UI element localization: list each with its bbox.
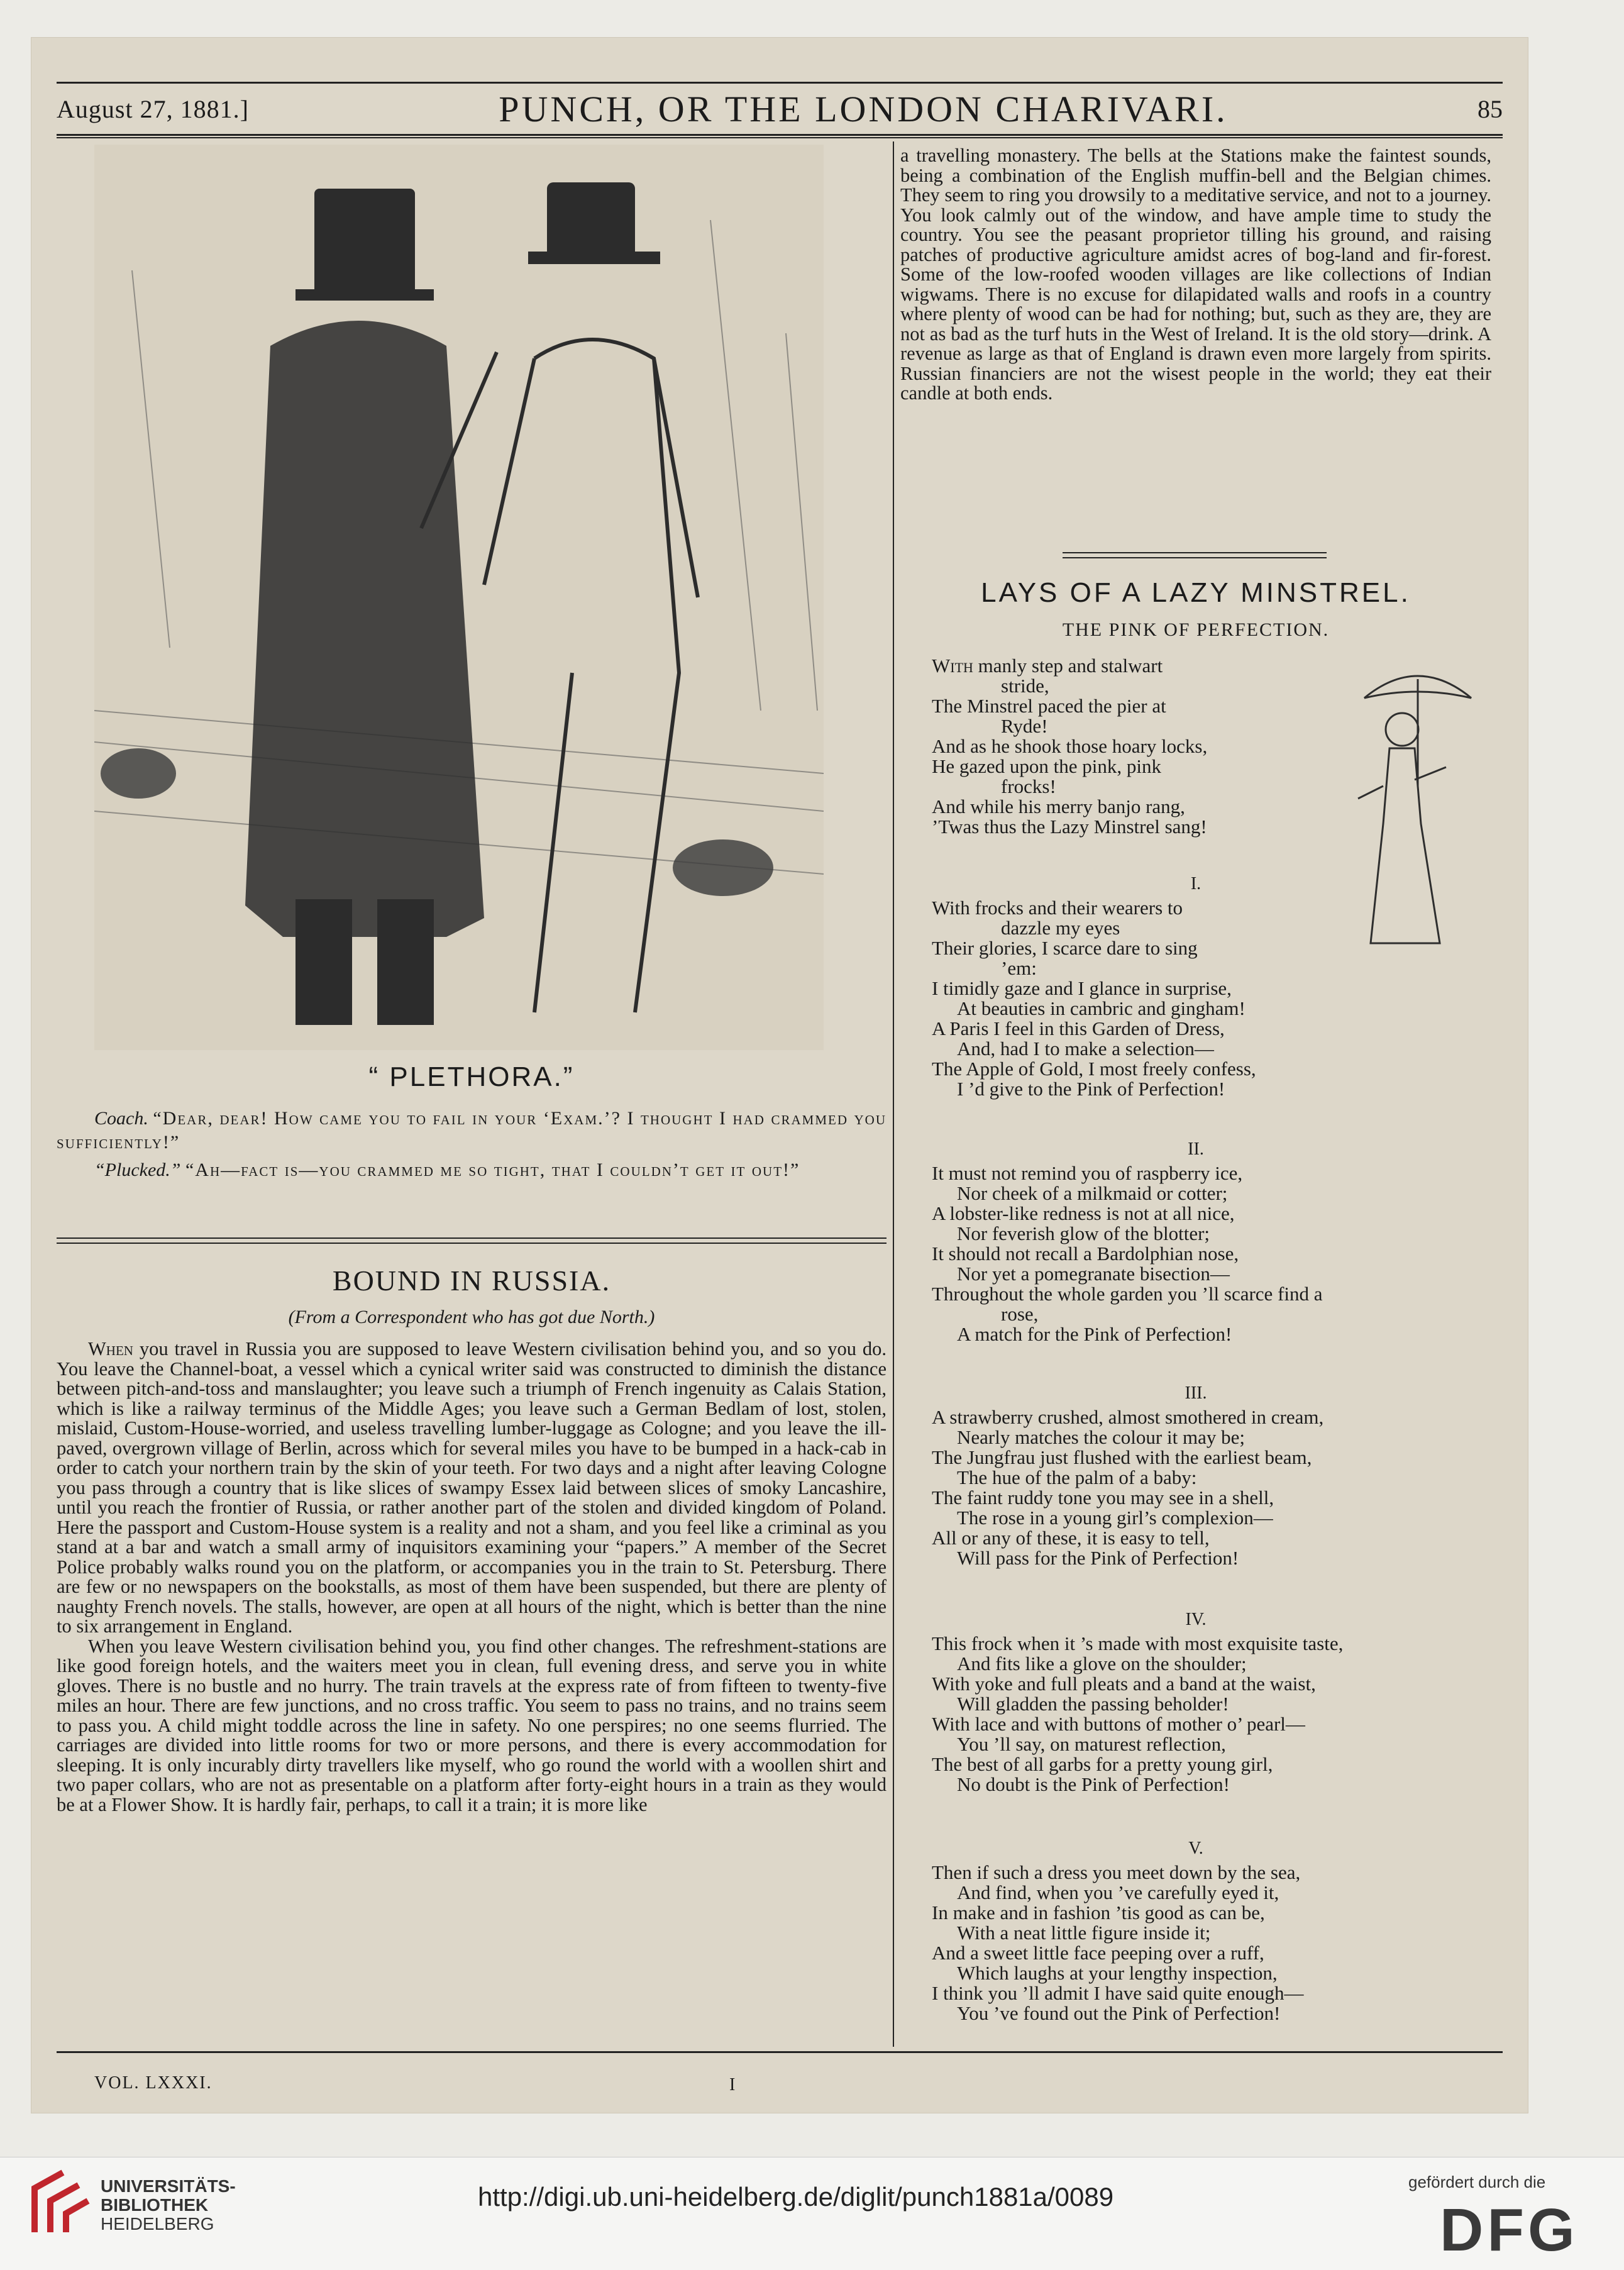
poem-stanza-1 (932, 898, 1485, 1099)
page-number: 85 (1478, 94, 1503, 123)
poem-title: LAYS OF A LAZY MINSTREL. (981, 577, 1411, 608)
poem-stanza-4 (932, 1634, 1491, 1795)
caption-line-plucked: “Ah—fact is—you crammed me so tight, that I couldn’t get it out!” (185, 1160, 800, 1180)
verse-line: At beauties in cambric and gingham! (957, 997, 1246, 1019)
verse-line: manly step and stalwart (978, 655, 1163, 677)
verse-line: ’em: (1001, 957, 1037, 979)
verse-line: A match for the Pink of Perfection! (957, 1323, 1232, 1345)
verse-line: The faint ruddy tone you may see in a shell, (932, 1487, 1274, 1509)
verse-line: Then if such a dress you meet down by the sea, (932, 1861, 1301, 1883)
cartoon-title: “ PLETHORA.” (368, 1061, 575, 1092)
verse-line: It must not remind you of raspberry ice, (932, 1162, 1243, 1184)
verse-line: The rose in a young girl’s complexion— (957, 1507, 1273, 1529)
verse-line: Nor cheek of a milkmaid or cotter; (957, 1182, 1228, 1204)
verse-line: I timidly gaze and I glance in surprise, (932, 977, 1232, 999)
stanza-number-3: III. (1185, 1383, 1207, 1403)
caption-line-coach: “Dear, dear! How came you to fail in your ‘Exam.’? I thought I had crammed you sufficiently!” (57, 1108, 887, 1153)
verse-line: And find, when you ’ve carefully eyed it, (957, 1881, 1279, 1903)
column-divider (893, 141, 894, 2047)
verse-line: He gazed upon the pink, pink (932, 755, 1162, 777)
article-continuation (900, 146, 1491, 404)
verse-line: The hue of the palm of a baby: (957, 1466, 1197, 1488)
poem-subtitle: THE PINK OF PERFECTION. (1062, 619, 1330, 640)
permalink-url[interactable]: http://digi.ub.uni-heidelberg.de/diglit/punch1881a/0089 (478, 2182, 1114, 2212)
verse-line: Nor yet a pomegranate bisection— (957, 1263, 1230, 1285)
article-title: BOUND IN RUSSIA. (332, 1265, 611, 1297)
poem-stanza-3 (932, 1407, 1491, 1568)
page-header (57, 82, 1503, 136)
verse-line: The best of all garbs for a pretty young girl, (932, 1753, 1273, 1775)
verse-line: frocks! (1001, 775, 1056, 797)
publication-title: PUNCH, OR THE LONDON CHARIVARI. (499, 88, 1228, 130)
caption-speaker-plucked: “Plucked.” (94, 1160, 181, 1180)
verse-line: With yoke and full pleats and a band at the waist, (932, 1673, 1316, 1695)
verse-line: ’Twas thus the Lazy Minstrel sang! (932, 816, 1207, 838)
verse-line: Their glories, I scarce dare to sing (932, 937, 1198, 959)
article-body (57, 1339, 887, 2062)
article-paragraph-2: When you leave Western civilisation behind you, you find other changes. The refreshment-stations are like good foreign hotels, and the waiters meet you in clean, full evening dress, and serve you in white gloves. There is no bustle and no hurry. The train travels at the express rate of from fifteen to twenty-five miles an hour. There are few junctions, and no cross traffic. You seem to pass no trains, and no trains seem to pass you. A child might toddle across the line in safety. No one perspires; no one seems flurried. The carriages are divided into little rooms for two or more persons, and there is every accommodation for sleeping. It is only incurably dirty travellers like myself, who go round the world with a woollen shirt and two paper collars, who are not as presentable on a platform after forty-eight hours in a train as they would be at a Flower Show. It is hardly fair, perhaps, to call it a train; it is more like (57, 1635, 887, 1815)
verse-line: It should not recall a Bardolphian nose, (932, 1243, 1239, 1265)
section-rule-right-2 (1063, 557, 1327, 558)
poem-stanza-5 (932, 1863, 1491, 2024)
verse-line: You ’ve found out the Pink of Perfection! (957, 2002, 1281, 2024)
verse-line: And fits like a glove on the shoulder; (957, 1653, 1247, 1675)
verse-line: With frocks and their wearers to (932, 897, 1183, 919)
verse-line: dazzle my eyes (1001, 917, 1120, 939)
section-double-rule-left-2 (57, 1243, 887, 1244)
verse-line: This frock when it ’s made with most exquisite taste, (932, 1632, 1344, 1654)
cartoon-caption (57, 1107, 887, 1186)
footer-rule (57, 2051, 1503, 2053)
plethora-cartoon-illustration (94, 145, 824, 1050)
library-name-line: UNIVERSITÄTS- (101, 2176, 236, 2196)
verse-line: Will gladden the passing beholder! (957, 1693, 1229, 1715)
viewer-footer-bar (0, 2157, 1624, 2270)
verse-line: Which laughs at your lengthy inspection, (957, 1962, 1278, 1984)
volume-label: VOL. LXXXI. (94, 2073, 213, 2093)
article-paragraph-1: you travel in Russia you are supposed to leave Western civilisation behind you, and so you do. You leave the Channel-boat, a vessel which a cynical writer said was constructed to diminish the distance between pitch-and-toss and manslaughter; you leave such a triumph of French ingenuity as Calais Station, which is like a railway terminus of the Middle Ages; you leave such a German Bedlam of lost, stolen, mislaid, Custom-House-worried, and useless travelling lumber-luggage as Cologne; and you leave the ill-paved, overgrown village of Berlin, across which for several miles you have to be bumped in a hack-cab in order to catch your northern train by the skin of your teeth. For two days and a night after leaving Cologne you pass through a country that is like slices of swampy Essex laid between slices of smoky Lancashire, until you reach the frontier of Russia, or rather another part of the stolen and divided kingdom of Poland. Here the passport and Custom-House system is a reality and not a sham, and you feel like a criminal as you stand at a bar and watch a small army of inquisitors examining your “papers.” A member of the Secret Police probably walks round you on the platform, or accompanies you in the train to St. Petersburg. There are few or no newspapers on the bookstalls, as most of them have been suspended, but there are plenty of naughty French novels. The stalls, however, are open at all hours of the night, which is better than the nine to six arrangement in England. (57, 1339, 887, 1637)
poem-drop-word: With (932, 655, 973, 677)
signature-mark: I (729, 2075, 736, 2095)
verse-line: Will pass for the Pink of Perfection! (957, 1547, 1239, 1569)
verse-line: A Paris I feel in this Garden of Dress, (932, 1017, 1225, 1039)
verse-line: A lobster-like redness is not at all nice, (932, 1202, 1235, 1224)
article-drop-word: When (88, 1339, 133, 1359)
university-library-logo-icon[interactable] (25, 2163, 94, 2245)
verse-line: All or any of these, it is easy to tell, (932, 1527, 1210, 1549)
verse-line: And as he shook those hoary locks, (932, 735, 1208, 757)
verse-line: And a sweet little face peeping over a ruff, (932, 1942, 1264, 1964)
stanza-number-1: I. (1190, 874, 1201, 894)
verse-line: Ryde! (1001, 715, 1048, 737)
verse-line: Nor feverish glow of the blotter; (957, 1222, 1210, 1244)
verse-line: No doubt is the Pink of Perfection! (957, 1773, 1230, 1795)
library-name-line: BIBLIOTHEK (101, 2195, 209, 2215)
verse-line: You ’ll say, on maturest reflection, (957, 1733, 1226, 1755)
verse-line: I think you ’ll admit I have said quite enough— (932, 1982, 1304, 2004)
poem-stanza-2 (932, 1163, 1491, 1344)
library-name-line: HEIDELBERG (101, 2214, 214, 2234)
dfg-logo[interactable]: DFG (1440, 2196, 1579, 2264)
verse-line: The Apple of Gold, I most freely confess, (932, 1058, 1256, 1080)
stanza-number-4: IV. (1185, 1610, 1207, 1629)
verse-line: Nearly matches the colour it may be; (957, 1426, 1245, 1448)
stanza-number-2: II. (1188, 1139, 1204, 1159)
funder-note: gefördert durch die (1408, 2173, 1546, 2191)
engraving-sketch (94, 145, 824, 1050)
verse-line: With lace and with buttons of mother o’ pearl— (932, 1713, 1305, 1735)
stanza-number-5: V. (1188, 1839, 1203, 1858)
verse-line: rose, (1001, 1303, 1039, 1325)
poem-intro (932, 656, 1334, 837)
header-double-rule (57, 137, 1503, 138)
verse-line: A strawberry crushed, almost smothered in cream, (932, 1406, 1324, 1428)
university-library-name[interactable] (101, 2177, 236, 2234)
verse-line: In make and in fashion ’tis good as can be, (932, 1902, 1265, 1924)
verse-line: And while his merry banjo rang, (932, 795, 1185, 817)
issue-date: August 27, 1881.] (57, 94, 249, 123)
verse-line: And, had I to make a selection— (957, 1038, 1214, 1060)
verse-line: The Jungfrau just flushed with the earliest beam, (932, 1446, 1312, 1468)
section-rule-right (1063, 552, 1327, 553)
section-double-rule-left (57, 1237, 887, 1239)
verse-line: The Minstrel paced the pier at (932, 695, 1166, 717)
verse-line: I ’d give to the Pink of Perfection! (957, 1078, 1225, 1100)
verse-line: stride, (1001, 675, 1049, 697)
verse-line: Throughout the whole garden you ’ll scarce find a (932, 1283, 1323, 1305)
caption-speaker-coach: Coach. (94, 1108, 148, 1129)
verse-line: With a neat little figure inside it; (957, 1922, 1211, 1944)
article-paragraph-3: a travelling monastery. The bells at the Stations make the faintest sounds, being a combination of the English muffin-bell and the Belgian chimes. They seem to ring you drowsily to a meditative service, and not to a journey. You look calmly out of the window, and have ample time to study the country. You see the peasant proprietor tilling his ground, and raising patches of productive agriculture amidst acres of bog-land and fir-forest. Some of the low-roofed wooden villages are like collections of Indian wigwams. There is no excuse for dilapidated walls and roofs in a country where plenty of wood can be had for nothing; but, such as they are, they are not as bad as the turf huts in the West of Ireland. It is the old story—drink. A revenue as large as that of England is drawn even more largely from spirits. Russian financiers are not the wisest people in the world; they eat their candle at both ends. (900, 145, 1491, 404)
article-subtitle: (From a Correspondent who has got due North.) (288, 1307, 655, 1327)
